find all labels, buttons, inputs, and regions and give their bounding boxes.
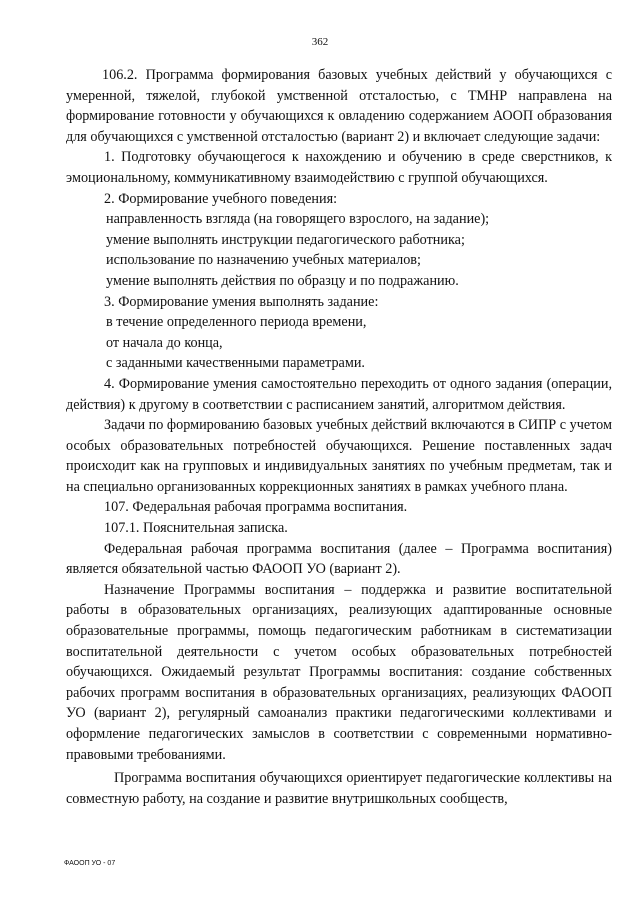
list-item: умение выполнять действия по образцу и по подражанию.	[106, 272, 459, 289]
list-item: направленность взгляда (на говорящего взрослого, на задание);	[106, 211, 490, 228]
paragraph: Программа воспитания обучающихся ориентирует педагогические коллективы на совместную работу, на создание и развитие внутришкольных сообществ,	[66, 770, 612, 807]
list-item: в течение определенного периода времени,	[106, 314, 367, 331]
page-footer: ФАООП УО - 07	[64, 860, 116, 867]
paragraph: 106.2. Программа формирования базовых учебных действий у обучающихся с умеренной, тяжелой, глубокой умственной отсталостью, с ТМНР направлена на формирование готовности у обучающихся к овладению содержанием АООП образования для обучающихся с умственной отсталостью (вариант 2) и включает следующие задачи:	[66, 67, 612, 145]
paragraph: 3. Формирование умения выполнять задание:	[104, 293, 379, 310]
subsection-heading: 107.1. Пояснительная записка.	[104, 520, 288, 537]
paragraph: 1. Подготовку обучающегося к нахождению и обучению в среде сверстников, к эмоциональному, коммуникативному взаимодействию с группой обучающихся.	[66, 149, 612, 186]
paragraph: 2. Формирование учебного поведения:	[104, 190, 338, 207]
page-number: 362	[311, 36, 329, 48]
paragraph: Задачи по формированию базовых учебных действий включаются в СИПР с учетом особых образовательных потребностей обучающихся. Решение поставленных задач происходит как на групповых и индивидуальных занятиях по учебным предметам, так и на специально организованных коррекционных занятиях в рамках учебного плана.	[66, 417, 612, 495]
list-item: с заданными качественными параметрами.	[106, 355, 365, 372]
paragraph: Назначение Программы воспитания – поддержка и развитие воспитательной работы в образовательных организациях, реализующих адаптированные основные образовательные программы, помощь педагогическим работникам в систематизации воспитательной деятельности с учетом особых образовательных потребностей обучающихся. Ожидаемый результат Программы воспитания: создание собственных рабочих программ воспитания в образовательных организациях, реализующих ФАООП УО (вариант 2), регулярный самоанализ практики педагогическими коллективами и оформление педагогических замыслов в соответствии с современными нормативно-правовыми требованиями.	[66, 581, 612, 763]
list-item: от начала до конца,	[106, 334, 223, 351]
list-item: использование по назначению учебных материалов;	[106, 252, 421, 269]
section-heading: 107. Федеральная рабочая программа воспитания.	[104, 499, 408, 516]
paragraph: Федеральная рабочая программа воспитания (далее – Программа воспитания) является обязательной частью ФАООП УО (вариант 2).	[66, 540, 612, 578]
list-item: умение выполнять инструкции педагогического работника;	[106, 231, 465, 248]
document-body	[66, 65, 612, 809]
paragraph: 4. Формирование умения самостоятельно переходить от одного задания (операции, действия) к другому в соответствии с расписанием занятий, алгоритмом действия.	[66, 375, 612, 413]
